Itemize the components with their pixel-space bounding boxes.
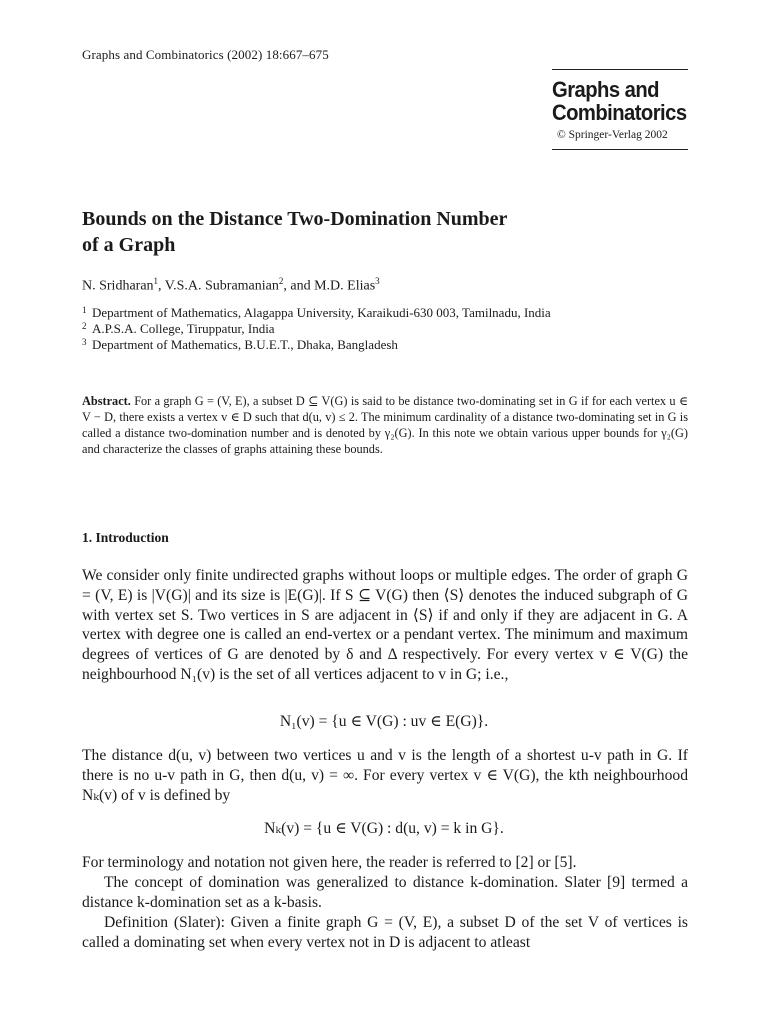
body-paragraph: We consider only finite undirected graphs without loops or multiple edges. The order of graph G = (V, E) is |V(G)| and its size is |E(G)|. If S ⊆ V(G) then ⟨S⟩ denotes the induced subgraph of G with vertex set S. Two vertices in S are adjacent in ⟨S⟩ if and only if they are adjacent in G. A vertex with degree one is called an end-vertex or a pendant vertex. The minimum and maximum degrees of vertices of G are denoted by δ and Δ respectively. For every vertex v ∈ V(G) the neighbourhood N₁(v) is the set of all vertices adjacent to v in G; i.e., [82,567,688,683]
title-line-1: Bounds on the Distance Two-Domination Number [82,208,508,230]
logo-line-1: Graphs and [552,77,659,102]
author-mark: 1 [153,276,159,286]
author-name: M.D. Elias [314,278,376,294]
author-mark: 3 [375,276,380,286]
body-paragraph: The concept of domination was generalized to distance k-domination. Slater [9] termed a distance k-domination set as a k-basis. [82,874,688,911]
paper-title [82,206,642,258]
abstract-label: Abstract. [82,394,131,408]
title-line-2: of a Graph [82,234,176,256]
affiliation-text: Department of Mathematics, B.U.E.T., Dhaka, Bangladesh [92,337,398,352]
equation: N₁(v) = {u ∈ V(G) : uv ∈ E(G)}. [279,713,489,730]
affiliation-text: Department of Mathematics, Alagappa University, Karaikudi-630 003, Tamilnadu, India [92,305,551,320]
logo-top-rule [552,69,688,70]
body-paragraph: The distance d(u, v) between two vertices u and v is the length of a shortest u-v path in G. If there is no u-v path in G, then d(u, v) = ∞. For every vertex v ∈ V(G), the kth neighbourhood Nₖ(v) of v is defined by [82,747,688,804]
logo-line-2: Combinatorics [552,100,687,125]
author-list [82,276,380,295]
journal-logo [552,78,687,124]
affiliation-mark: 3 [82,337,87,347]
abstract [82,393,688,457]
author-mark: 2 [278,276,284,286]
journal-reference: Graphs and Combinatorics (2002) 18:667–675 [82,47,329,62]
abstract-text: For a graph G = (V, E), a subset D ⊆ V(G) is said to be distance two-dominating set in G if for each vertex u ∈ V − D, there exists a vertex v ∈ D such that d(u, v) ≤ 2. The minimum cardinality of a distance two-dominating set in G is called a distance two-domination number and is denoted by γ₂(G). In this note we obtain various upper bounds for γ₂(G) and characterize the classes of graphs attaining these bounds. [82,394,688,456]
author-name: N. Sridharan [82,278,154,294]
body-paragraph: Definition (Slater): Given a finite graph G = (V, E), a subset D of the set V of vertices is called a dominating set when every vertex not in D is adjacent to atleast [82,914,688,951]
affiliation [82,334,398,353]
copyright-notice: © Springer-Verlag 2002 [557,129,668,141]
body-paragraph: For terminology and notation not given here, the reader is referred to [2] or [5]. [82,854,577,871]
author-separator: , and [283,278,315,294]
equation: Nₖ(v) = {u ∈ V(G) : d(u, v) = k in G}. [264,820,504,837]
logo-bottom-rule [552,149,688,150]
affiliation-text: A.P.S.A. College, Tiruppatur, India [92,321,275,336]
affiliation-mark: 1 [82,305,87,315]
author-name: V.S.A. Subramanian [164,278,279,294]
author-separator: , [158,278,165,294]
affiliation-mark: 2 [82,321,87,331]
section-heading: 1. Introduction [82,530,169,545]
